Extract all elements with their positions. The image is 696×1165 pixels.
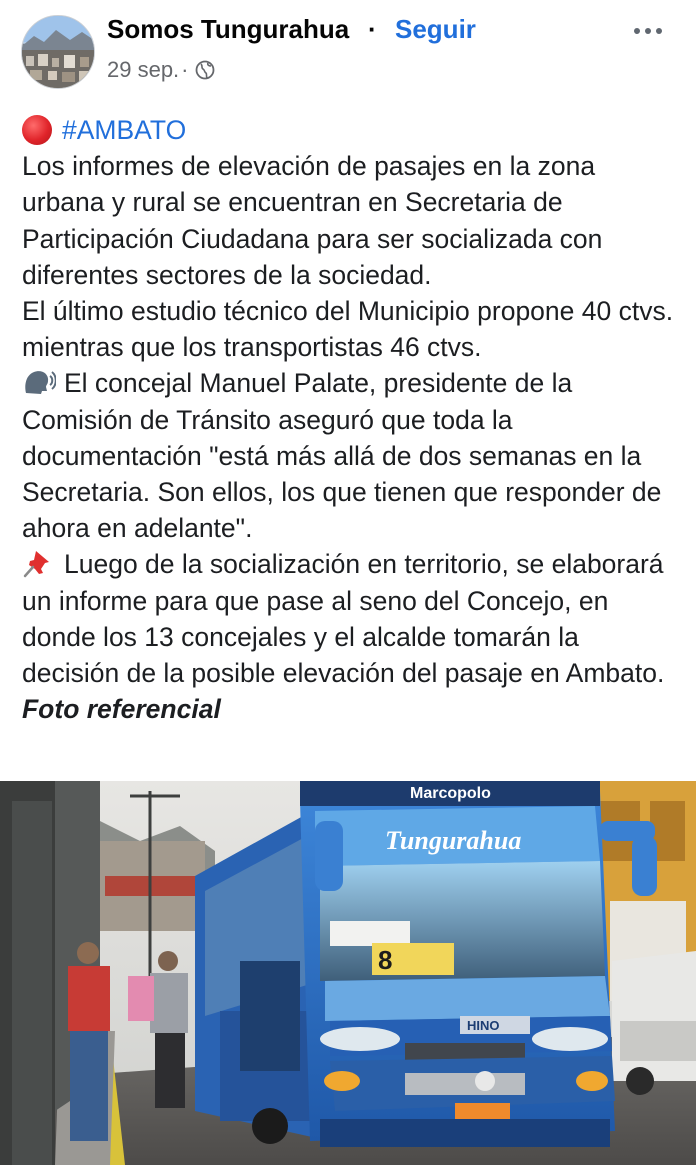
avatar-image xyxy=(22,16,94,88)
name-separator: · xyxy=(368,14,377,44)
bus-street-photo xyxy=(0,781,696,1165)
page-name-link[interactable]: Somos Tungurahua xyxy=(107,14,350,44)
pushpin-icon xyxy=(22,548,56,578)
paragraph-4: Luego de la socialización en territorio, se elaborará un informe para que pase al seno del Concejo, en donde los 13 concejales y el alcalde tomarán la decisión de la posible elevación del pasaje en Ambato. xyxy=(22,549,665,689)
more-horizontal-icon xyxy=(645,28,651,34)
post-photo[interactable] xyxy=(0,781,696,1165)
paragraph-3: El concejal Manuel Palate, presidente de la Comisión de Tránsito aseguró que toda la documentación "está más allá de dos semanas en la Secretaria. Son ellos, los que tienen que responder de ahora en adelante". xyxy=(22,368,662,544)
hashtag-link[interactable]: #AMBATO xyxy=(62,115,187,145)
page-avatar[interactable] xyxy=(21,15,95,89)
red-circle-icon xyxy=(22,115,52,145)
bus-name-label: Tungurahua xyxy=(385,826,522,855)
bus-brand-label: Marcopolo xyxy=(410,785,491,802)
more-horizontal-icon xyxy=(634,28,640,34)
post-meta xyxy=(107,57,215,83)
photo-caption: Foto referencial xyxy=(22,694,221,725)
post-header xyxy=(0,0,696,100)
more-horizontal-icon xyxy=(656,28,662,34)
globe-icon[interactable] xyxy=(195,60,215,80)
paragraph-2: El último estudio técnico del Municipio propone 40 ctvs. mientras que los transportistas 46 ctvs. xyxy=(22,296,674,363)
bus-model-label: HINO xyxy=(467,1018,500,1033)
hashtag-line xyxy=(22,112,682,148)
date-separator: · xyxy=(181,57,189,82)
route-number-label: 8 xyxy=(378,945,393,975)
paragraph-1: Los informes de elevación de pasajes en la zona urbana y rural se encuentran en Secretaria de Participación Ciudadana para ser socializada con diferentes sectores de la sociedad. xyxy=(22,151,603,290)
paragraph-3-line xyxy=(22,365,682,546)
post-date-link[interactable]: 29 sep. xyxy=(107,57,180,82)
paragraph-4-line xyxy=(22,546,682,691)
post-text xyxy=(22,112,682,727)
more-options-button[interactable] xyxy=(628,14,668,48)
speaking-head-icon xyxy=(22,367,56,397)
follow-button[interactable]: Seguir xyxy=(395,14,476,44)
